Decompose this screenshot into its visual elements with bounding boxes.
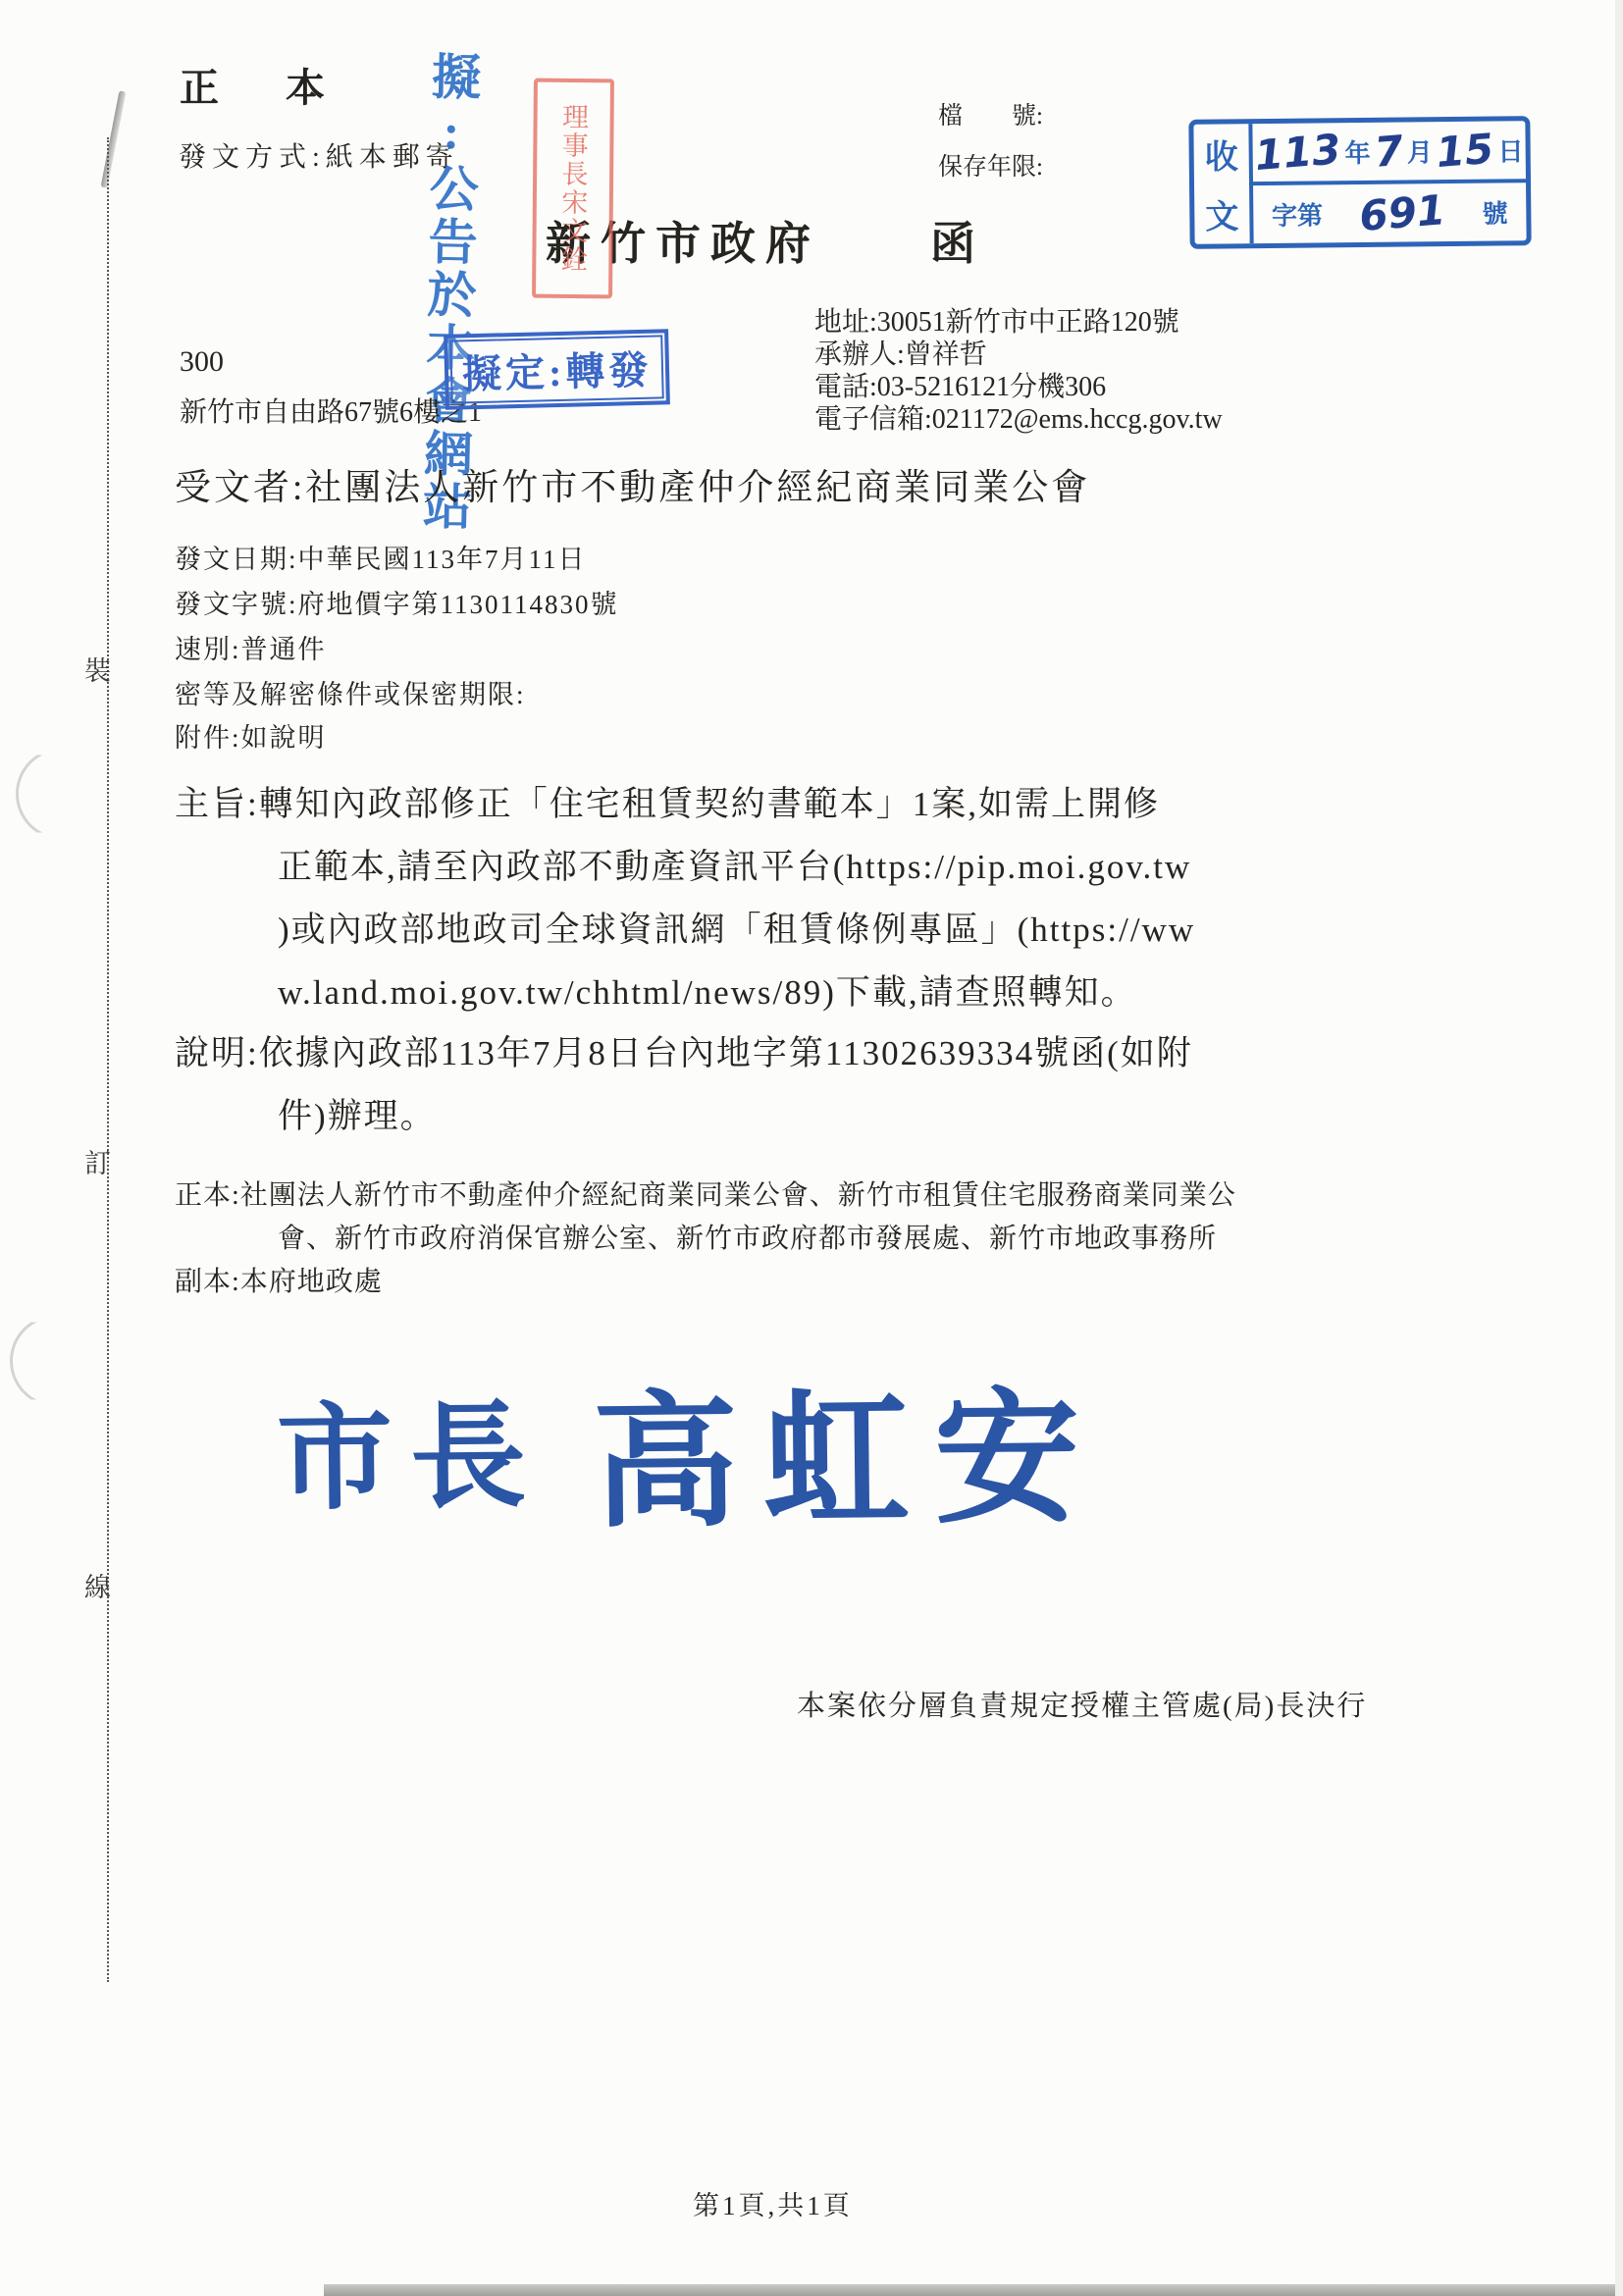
receipt-year-value: 113 <box>1252 125 1343 181</box>
subject-line: w.land.moi.gov.tw/chhtml/news/89)下載,請查照轉知。 <box>278 973 1137 1012</box>
recipient-street: 新竹市自由路67號6樓之1 <box>180 397 483 428</box>
document-title: 新竹市政府 函 <box>546 219 985 269</box>
action-stamp-text: 擬定:轉發 <box>449 335 664 403</box>
scan-artifact-bottom-bar <box>324 2284 1623 2296</box>
receipt-stamp-right-column <box>1252 121 1526 243</box>
issue-date: 發文日期:中華民國113年7月11日 <box>175 545 587 574</box>
receipt-month-label: 月 <box>1406 138 1434 168</box>
cc-original-line: 正本:社團法人新竹市不動產仲介經紀商業同業公會、新竹市租賃住宅服務商業同業公 <box>175 1180 1236 1211</box>
scan-artifact-right-edge <box>1615 0 1623 2296</box>
description-line: 說明:依據內政部113年7月8日台內地字第11302639334號函(如附 <box>175 1034 1193 1072</box>
mayor-title: 市長 <box>276 1392 545 1525</box>
action-decision-stamp <box>444 329 670 410</box>
delivery-method: 發文方式:紙本郵寄 <box>179 142 459 173</box>
sender-address: 地址:30051新竹市中正路120號 <box>814 307 1179 338</box>
receipt-serial-value: 691 <box>1357 185 1447 240</box>
mayor-signature <box>276 1342 1106 1559</box>
mayor-name: 高虹安 <box>592 1379 1106 1546</box>
subject-line: )或內政部地政司全球資訊網「租賃條例專區」(https://ww <box>278 911 1196 949</box>
retention-period-label: 保存年限: <box>938 154 1043 181</box>
attachment-note: 附件:如說明 <box>175 723 327 753</box>
red-seal-text: 理事長宋文銓 <box>556 102 589 275</box>
subject-line: 主旨:轉知內政部修正「住宅租賃契約書範本」1案,如需上開修 <box>175 785 1160 823</box>
cc-original-line: 會、新竹市政府消保官辦公室、新竹市政府都市發展處、新竹市地政事務所 <box>278 1224 1218 1254</box>
sender-contact-person: 承辦人:曾祥哲 <box>814 339 987 370</box>
receipt-serial-row <box>1253 183 1527 243</box>
receipt-date-row <box>1252 121 1526 185</box>
binding-mark-zhuang: 裝 <box>84 656 111 686</box>
description-line: 件)辦理。 <box>278 1097 437 1135</box>
authorization-note: 本案依分層負責規定授權主管處(局)長決行 <box>797 1691 1368 1722</box>
receipt-day-label: 日 <box>1497 137 1524 167</box>
scan-artifact-slash <box>101 90 127 187</box>
binding-dotted-line <box>107 137 109 1982</box>
cc-copy-line: 副本:本府地政處 <box>175 1267 383 1297</box>
page-number-footer: 第1頁,共1頁 <box>693 2191 853 2220</box>
file-number-label: 檔 號: <box>938 103 1043 130</box>
subject-line: 正範本,請至內政部不動產資訊平台(https://pip.moi.gov.tw <box>278 848 1192 886</box>
doc-number: 發文字號:府地價字第1130114830號 <box>175 590 619 619</box>
binding-mark-xian: 線 <box>84 1573 111 1602</box>
recipient-line: 受文者:社團法人新竹市不動產仲介經紀商業同業公會 <box>175 468 1091 508</box>
receipt-stamp-left-column <box>1193 124 1253 244</box>
receipt-serial-suffix: 號 <box>1482 199 1508 229</box>
red-chairman-seal <box>532 78 614 299</box>
receipt-serial-prefix: 字第 <box>1271 201 1324 231</box>
speed-class: 速別:普通件 <box>175 635 327 664</box>
receipt-year-label: 年 <box>1344 138 1371 169</box>
receipt-wen: 文 <box>1205 199 1239 236</box>
handwritten-note-stamp: 擬:公告於本會網站 <box>415 50 481 535</box>
receipt-month-value: 7 <box>1372 126 1405 177</box>
receipt-day-value: 15 <box>1435 124 1496 178</box>
recipient-zip: 300 <box>180 345 224 378</box>
security-class: 密等及解密條件或保密期限: <box>175 680 526 709</box>
sender-contact-block <box>814 306 1223 436</box>
binding-mark-ding: 訂 <box>84 1149 111 1178</box>
receipt-date-stamp <box>1188 116 1531 249</box>
copy-type-label: 正 本 <box>180 66 339 110</box>
sender-email: 電子信箱:021172@ems.hccg.gov.tw <box>814 404 1223 435</box>
receipt-shou: 收 <box>1204 139 1238 177</box>
hole-punch-mark <box>10 1315 102 1407</box>
hole-punch-mark <box>16 748 108 840</box>
sender-phone: 電話:03-5216121分機306 <box>814 372 1107 402</box>
